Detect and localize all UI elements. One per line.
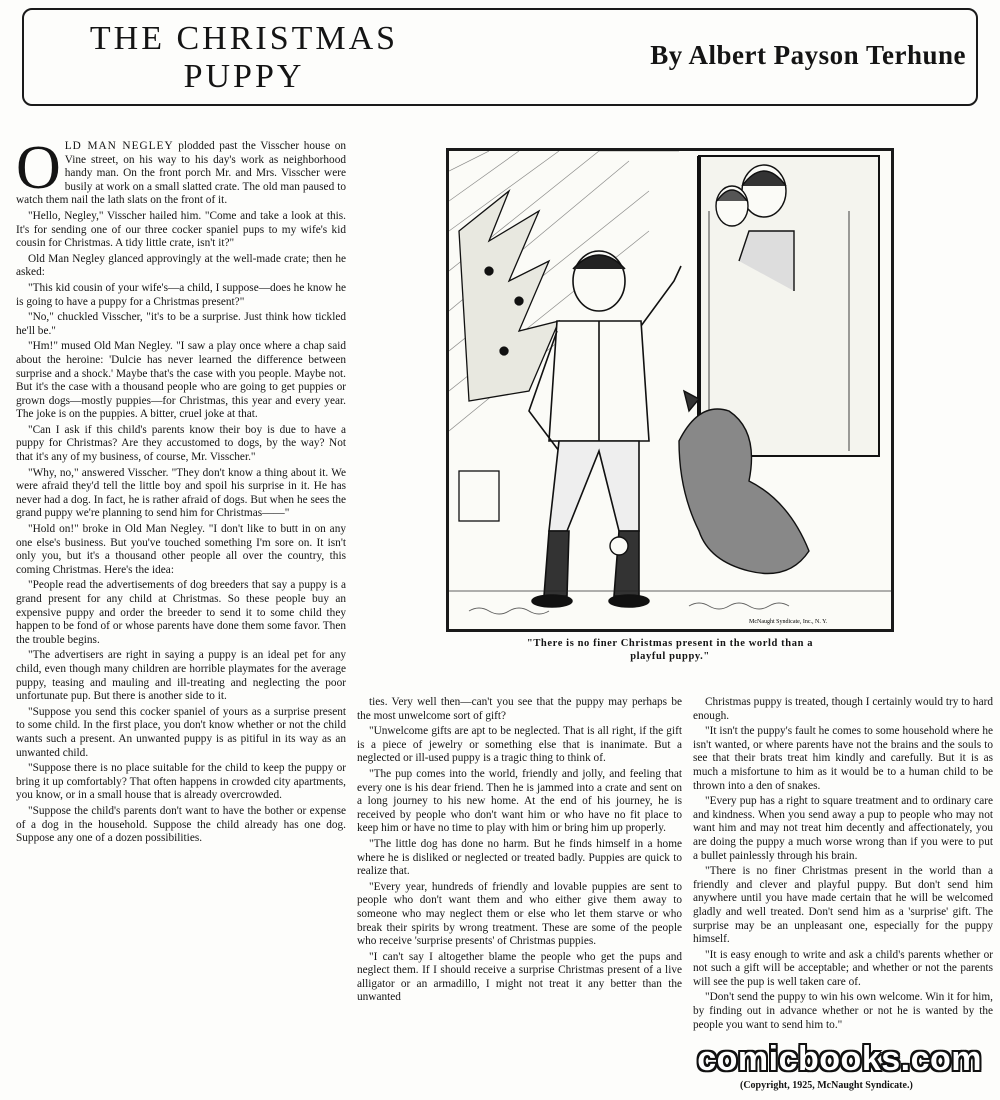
- paragraph: "People read the advertisements of dog breeders that say a puppy is a grand present for any child at Christmas. So these people buy an expensive puppy and order the breeder to send it to some child they happen to be fond of or whose parents have done them some favor. Then the trouble begins.: [16, 579, 346, 646]
- illustration-drawing: [449, 151, 891, 629]
- paragraph: "I can't say I altogether blame the people who get the pups and neglect them. If I should receive a surprise Christmas present of a live alligator or an armadillo, I might not treat it any better than the unwanted: [357, 950, 682, 1004]
- paragraph: "The advertisers are right in saying a puppy is an ideal pet for any child, even though many children are horrible playmates for the average puppy, teasing and mauling and ill-treating and neglecting the poor unfortunate pup. But there is another side to it.: [16, 649, 346, 703]
- article-title: [54, 20, 434, 96]
- paragraph: "The little dog has done no harm. But he finds himself in a home where he is disliked or neglected or treated badly. Puppies are quick to realize that.: [357, 837, 682, 878]
- gift-box: [459, 471, 499, 521]
- paragraph: Old Man Negley glanced approvingly at the well-made crate; then he asked:: [16, 252, 346, 279]
- lead-in-words: LD MAN NEGLEY: [64, 140, 174, 152]
- illustration-caption: [440, 637, 900, 663]
- title-line-2: PUPPY: [183, 58, 305, 95]
- column-3: [693, 696, 993, 1096]
- column-1: [16, 140, 346, 1090]
- paragraph: "Hello, Negley," Visscher hailed him. "Come and take a look at this. It's for sending one of our three cocker spaniel pups to my wife's kid cousin for Christmas. A tidy little crate, isn't it?": [16, 209, 346, 250]
- caption-line-1: "There is no finer Christmas present in the world than a: [526, 638, 814, 649]
- title-line-1: THE CHRISTMAS: [89, 20, 399, 57]
- byline: By Albert Payson Terhune: [650, 40, 966, 70]
- paragraph: "Hm!" mused Old Man Negley. "I saw a play once where a chap said about the heroine: 'Dulcie has never learned the difference between surprise and a shock.' Maybe that's the case with you people. Maybe not. But it's the case with a thousand people who are going to get puppies or grown dogs—mostly puppies—for Christmas, this year and every year. The joke is on the puppies. A bitter, cruel joke at that.: [16, 340, 346, 421]
- paragraph: "Every year, hundreds of friendly and lovable puppies are sent to people who don't want them and who either give them away to someone who may neglect them or else who let them starve or who break their spirits by wrong treatment. These are some of the people who receive 'surprise presents' of Christmas puppies.: [357, 880, 682, 948]
- paragraph: "Why, no," answered Visscher. "They don't know a thing about it. We were afraid they'd tell the little boy and spoil his surprise in it. He has never had a dog. In fact, he is rather afraid of dogs. But when he sees the grand puppy we're planning to send him for Christmas——": [16, 466, 346, 520]
- copyright-notice: (Copyright, 1925, McNaught Syndicate.): [740, 1080, 913, 1091]
- paragraph: "It isn't the puppy's fault he comes to some household where he isn't wanted, or where parents have not the brains and the souls to see that their brats treat him kindly and carefully. But it is as much a misfortune to him as it would be to a human child to be thrown into a den of snakes.: [693, 725, 993, 792]
- paragraph-text: plodded past the Visscher house on Vine street, on his way to his day's work as neighborhood handy man. On the front porch Mr. and Mrs. Visscher were busily at work on a small slatted crate. The old man paused to watch them nail the lath slats on the front of it.: [16, 140, 346, 207]
- paragraph: "The pup comes into the world, friendly and jolly, and feeling that every one is his dear friend. Then he is jammed into a crate and sent on a long journey to his new home. At the end of his journey, he is received by people who don't want him or who have no fit place to keep him or have no time to play with him or bring him up properly.: [357, 767, 682, 835]
- paragraph: "There is no finer Christmas present in the world than a friendly and clever and playful puppy. But don't send him anywhere until you have made certain that he will be welcomed gladly and well treated. Don't send him as a 'surprise' gift. The surprise may be an unpleasant one, especially for the puppy himself.: [693, 865, 993, 946]
- paragraph: "Hold on!" broke in Old Man Negley. "I don't like to butt in on any one else's business. But you've touched something I'm sore on. It isn't only you, but it's a thousand other people all over the country, this coming Christmas. Here's the idea:: [16, 523, 346, 576]
- paragraph: Christmas puppy is treated, though I certainly would try to hard enough.: [693, 696, 993, 722]
- paragraph: "Every pup has a right to square treatment and to ordinary care and kindness. When you send away a pup to people who may not want him and may not treat him decently and affectionately, you are doing the puppy a much worse wrong than if you were to put a bullet painlessly through his brain.: [693, 795, 993, 862]
- paragraph: "Suppose the child's parents don't want to have the bother or expense of a dog in the household. Suppose the child already has one dog. Suppose any one of a dozen possibilities.: [16, 804, 346, 845]
- paragraph: "Can I ask if this child's parents know their boy is due to have a puppy for Christmas? Are they accustomed to dogs, by the way? Not that it's any of my business, of course, Mr. Visscher.": [16, 423, 346, 464]
- drop-cap: O: [16, 140, 61, 202]
- column-2: [357, 696, 682, 1096]
- paragraph: "Unwelcome gifts are apt to be neglected. That is all right, if the gift is a piece of jewelry or something else that is inanimate. But a neglected or ill-used puppy is a tragic thing to think of.: [357, 725, 682, 765]
- syndicate-credit: McNaught Syndicate, Inc., N. Y.: [749, 619, 828, 625]
- watermark-logo: comicbooks.com: [697, 1040, 982, 1078]
- paragraph: ties. Very well then—can't you see that the puppy may perhaps be the most unwelcome sort of gift?: [357, 696, 682, 722]
- boy-figure: [529, 251, 681, 607]
- paragraph: "No," chuckled Visscher, "it's to be a surprise. Just think how tickled he'll be.": [16, 311, 346, 337]
- illustration: [446, 148, 894, 632]
- paragraph: "Don't send the puppy to win his own welcome. Win it for him, by finding out in advance whether or not he is wanted by the people you want to send him to.": [693, 991, 993, 1031]
- paragraph: "This kid cousin of your wife's—a child, I suppose—does he know he is going to have a puppy for a Christmas present?": [16, 281, 346, 308]
- paragraph: "It is easy enough to write and ask a child's parents whether or not such a gift will be acceptable; and whether or not the parents will see the pup is well taken care of.: [693, 948, 993, 988]
- header-box: [22, 8, 978, 106]
- paragraph: "Suppose you send this cocker spaniel of yours as a surprise present to some child. In the first place, you don't know whether or not the child wants such a present. An unwanted puppy is as pitiful in its way as an unwanted child.: [16, 705, 346, 759]
- paragraph: "Suppose there is no place suitable for the child to keep the puppy or bring it up comfortably? That often happens in crowded city apartments, you know, or in a small house that is already overcrowded.: [16, 762, 346, 802]
- caption-line-2: playful puppy.": [630, 651, 710, 662]
- paragraph: [16, 140, 346, 208]
